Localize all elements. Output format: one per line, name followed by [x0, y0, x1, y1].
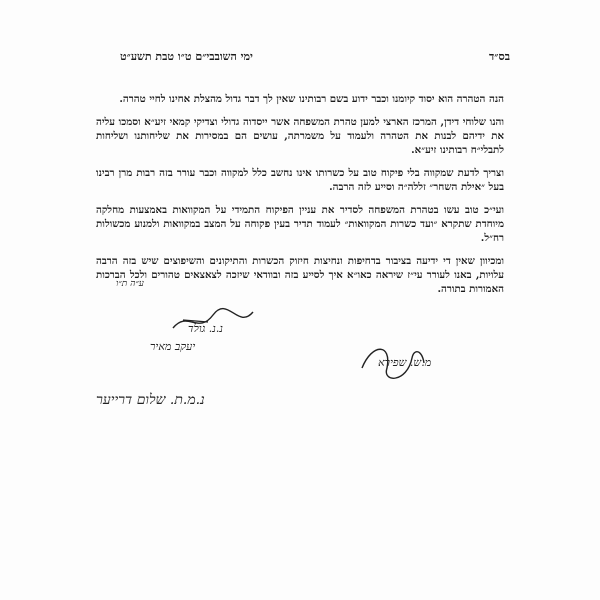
- signature-scribble-left: [168, 300, 258, 340]
- header-date: ימי השובבי״ם ט״ו טבת תשע״ט: [120, 50, 253, 63]
- paragraph: ומכיוון שאין די ידיעה בציבור בדחיפות ונחיצות חיזוק הכשרות והתיקונים והשיפוצים שיש בזה הרבה עלויות, באנו לעורר עי״ז שיראה כאו״א איך לסייע בזה ובוודאי שיזכה לצאצאים טהורים ולכל הברכות האמורות בתורה.: [96, 255, 504, 295]
- paragraph: ועי״כ טוב עשו בטהרת המשפחה לסדיר את עניין הפיקוח התמידי על המקוואות באמצעות מחלקה מיוחדת שתקרא ״ועד כשרות המקוואות״ לעמוד תדיר בעין פקוחה על המצב במקוואות ולמנוע מכשולות רח״ל.: [96, 204, 504, 244]
- signature-4: נ.מ.ת. שלום דרייער: [96, 392, 205, 408]
- paragraph: והנו שלוחי דידן, המרכז הארצי למען טהרת המשפחה אשר ייסדוה גדולי וצדיקי קמאי זיע״א וסמכו עליה את ידיהם לבנות את הטהרה ולעמוד על משמרתה, עושים הם במסירות את שליחותנו ושליחות לתבלי״ח רבותינו זיע״א.: [96, 116, 504, 156]
- header-bsd: בס״ד: [488, 50, 510, 63]
- paragraph: הנה הטהרה הוא יסוד קיומנו וכבר ידוע בשם רבותינו שאין לך דבר גדול מהצלת אחינו לחיי טהרה.: [119, 93, 504, 105]
- signature-3: מ.ש. שפירא: [378, 356, 432, 369]
- signature-scribble-right: [352, 338, 432, 388]
- signature-2: יעקב מאיר: [150, 340, 196, 353]
- signature-1: נ.נ. גולד: [188, 322, 223, 335]
- letter-body: [96, 92, 504, 305]
- paragraph: וצריך לדעת שמקווה בלי פיקוח טוב על כשרותו אינו נחשב כלל למקווה וכבר עורר בזה רבות מרן רבינו בעל ״אילת השחר״ זללה״ה וסייע לזה הרבה.: [96, 167, 504, 193]
- handwritten-note: ע״ה ת״ו: [116, 279, 144, 289]
